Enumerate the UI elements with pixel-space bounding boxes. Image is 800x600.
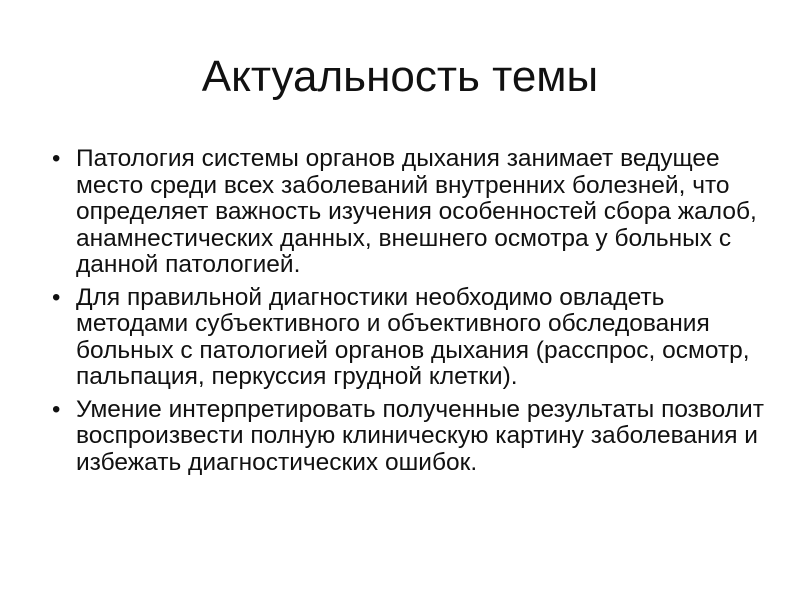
slide-title: Актуальность темы: [201, 52, 599, 101]
bullet-marker: •: [52, 145, 61, 172]
bullet-text: Патология системы органов дыхания занимает ведущее место среди всех заболеваний внутренних болезней, что определяет важность изучения особенностей сбора жалоб, анамнестических данных, внешнего осмотра у больных с данной патологией.: [76, 145, 757, 278]
bullet-marker: •: [52, 395, 61, 423]
bullet-marker: •: [52, 283, 61, 311]
bullet-text: Для правильной диагностики необходимо овладеть методами субъективного и объективного обследования больных с патологией органов дыхания (расспрос, осмотр, пальпация, перкуссия грудной клетки).: [76, 283, 750, 390]
bullet-list: [44, 146, 774, 482]
bullet-item-interpretation: [44, 397, 774, 477]
bullet-item-methods: [44, 285, 774, 391]
bullet-item-relevance: [44, 146, 774, 279]
bullet-text: Умение интерпретировать полученные результаты позволит воспроизвести полную клиническую картину заболевания и избежать диагностических ошибок.: [76, 395, 764, 476]
